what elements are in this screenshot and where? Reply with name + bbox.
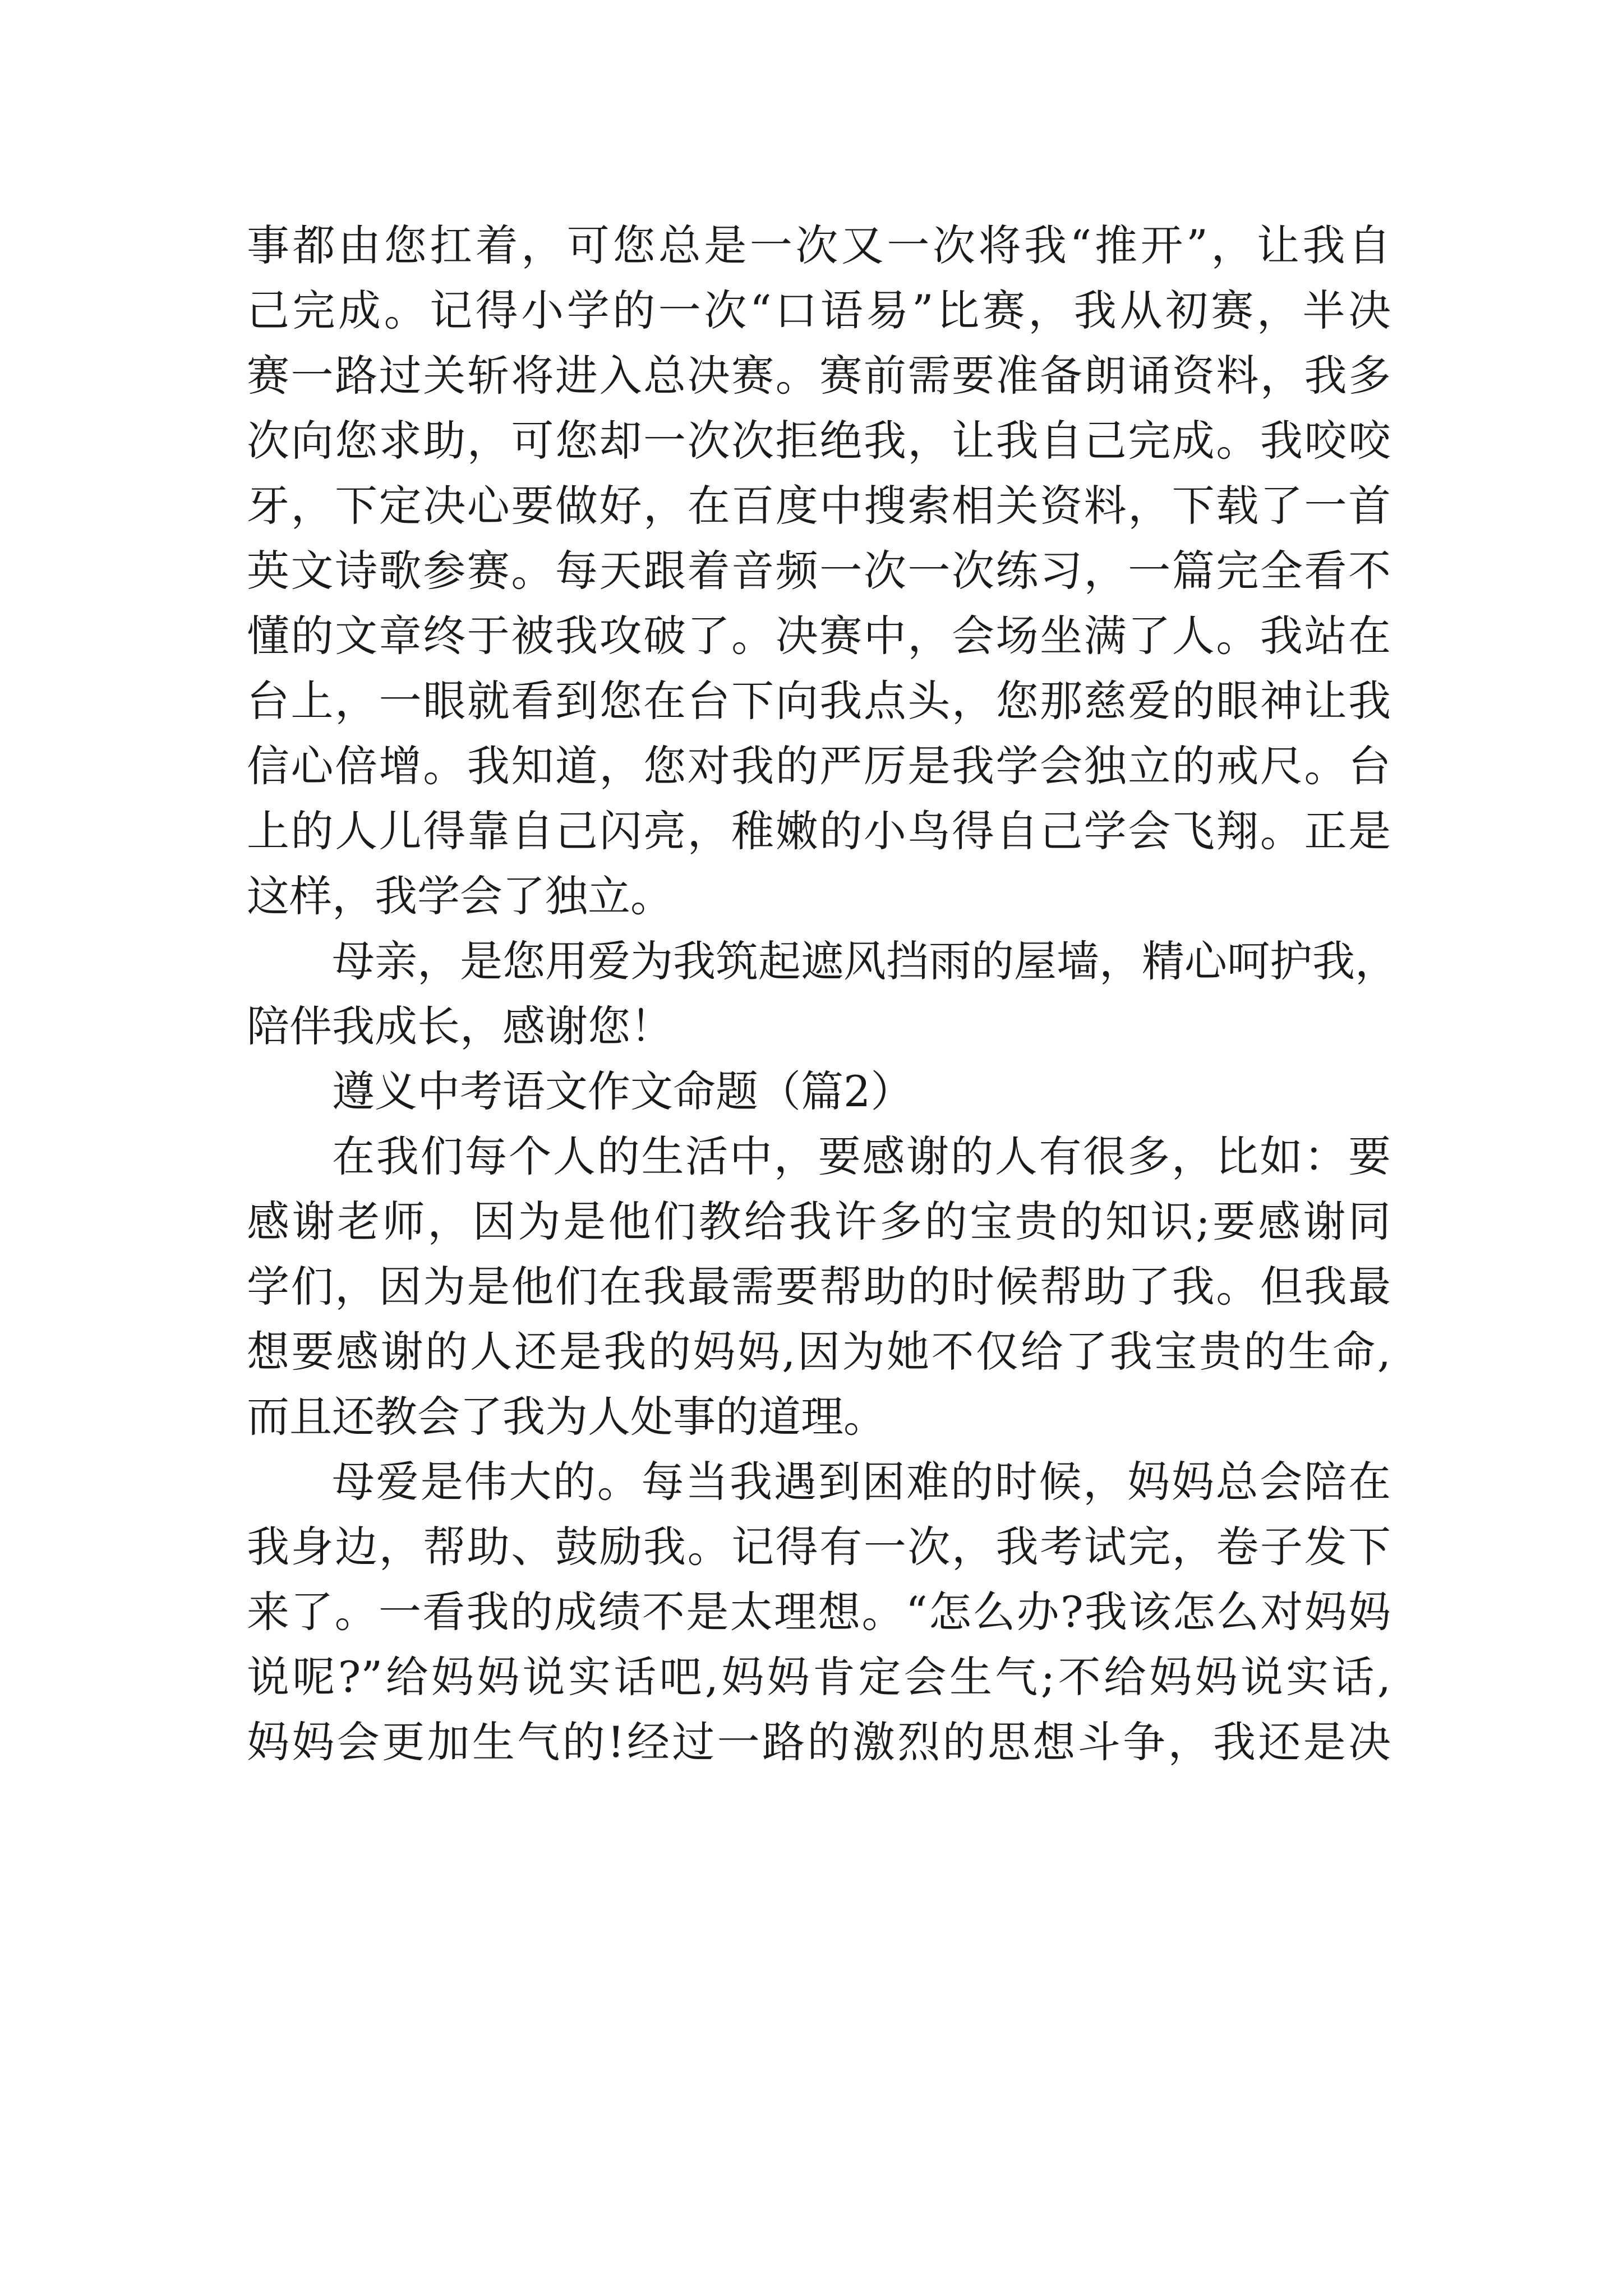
text-line: 妈妈会更加生气的!经过一路的激烈的思想斗争，我还是决 [247,1717,1391,1767]
text-line: 己完成。记得小学的一次“口语易”比赛，我从初赛，半决 [247,286,1391,335]
text-line: 学们，因为是他们在我最需要帮助的时候帮助了我。但我最 [247,1262,1391,1312]
text-line: 次向您求助，可您却一次次拒绝我，让我自己完成。我咬咬 [247,416,1391,466]
text-line: 陪伴我成长，感谢您！ [247,1001,673,1051]
text-line: 感谢老师，因为是他们教给我许多的宝贵的知识;要感谢同 [247,1197,1391,1246]
section-heading [247,1059,1391,1124]
text-line: 我身边，帮助、鼓励我。记得有一次，我考试完，卷子发下 [247,1522,1391,1572]
text-line: 说呢?”给妈妈说实话吧,妈妈肯定会生气;不给妈妈说实话, [247,1652,1391,1702]
document-body [247,213,1398,1775]
text-line: 想要感谢的人还是我的妈妈,因为她不仅给了我宝贵的生命, [247,1327,1391,1377]
text-line: 英文诗歌参赛。每天跟着音频一次一次练习，一篇完全看不 [247,546,1391,596]
text-line: 来了。一看我的成绩不是太理想。“怎么办?我该怎么对妈妈 [247,1587,1391,1637]
paragraph-2 [247,929,1398,1059]
text-line: 牙，下定决心要做好，在百度中搜索相关资料，下载了一首 [247,481,1391,531]
heading-line: 遵义中考语文作文命题（篇2） [332,1066,914,1116]
paragraph-1 [247,213,1391,929]
text-line: 台上，一眼就看到您在台下向我点头，您那慈爱的眼神让我 [247,676,1391,726]
paragraph-4 [247,1450,1391,1775]
text-line: 母亲，是您用爱为我筑起遮风挡雨的屋墙，精心呵护我， [332,936,1398,986]
text-line: 懂的文章终于被我攻破了。决赛中，会场坐满了人。我站在 [247,611,1391,661]
text-line: 母爱是伟大的。每当我遇到困难的时候，妈妈总会陪在 [332,1457,1391,1507]
paragraph-3 [247,1124,1391,1450]
text-line: 这样，我学会了独立。 [247,871,673,921]
text-line: 而且还教会了我为人处事的道理。 [247,1392,886,1442]
text-line: 上的人儿得靠自己闪亮，稚嫩的小鸟得自己学会飞翔。正是 [247,806,1391,856]
text-line: 事都由您扛着，可您总是一次又一次将我“推开”，让我自 [247,220,1391,270]
text-line: 赛一路过关斩将进入总决赛。赛前需要准备朗诵资料，我多 [247,351,1391,401]
text-line: 在我们每个人的生活中，要感谢的人有很多，比如：要 [332,1131,1391,1181]
text-line: 信心倍增。我知道，您对我的严厉是我学会独立的戒尺。台 [247,741,1391,791]
